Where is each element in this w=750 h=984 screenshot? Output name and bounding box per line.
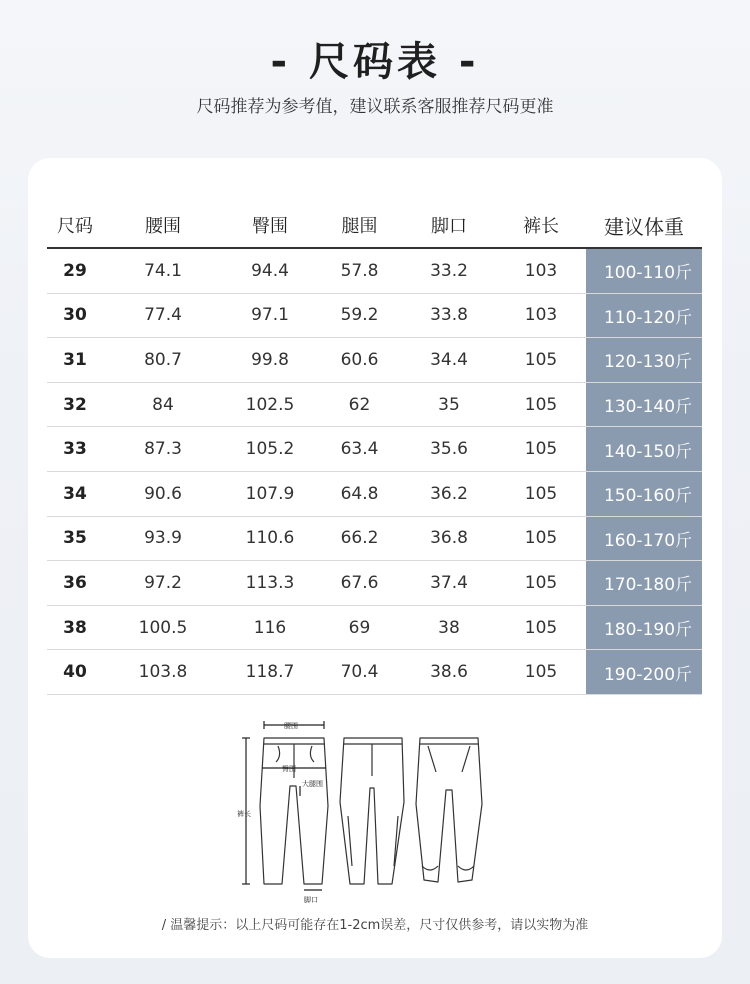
cell-length: 105 [524, 617, 558, 638]
cell-size: 40 [63, 662, 87, 683]
cell-waist: 87.3 [144, 439, 182, 460]
cell-waist: 74.1 [144, 260, 182, 281]
header-waist: 腰围 [145, 216, 181, 237]
cell-hem: 36.2 [430, 483, 468, 504]
cell-thigh: 59.2 [340, 305, 379, 326]
table-row [47, 338, 702, 383]
cell-hem: 38.6 [430, 662, 468, 683]
cell-hem: 33.2 [430, 260, 468, 281]
cell-length: 105 [524, 439, 558, 460]
label-length: 裤长 [237, 810, 251, 818]
cell-thigh: 62 [348, 394, 371, 415]
table-header [47, 203, 702, 249]
header-length: 裤长 [523, 216, 559, 237]
header-thigh: 腿围 [341, 216, 378, 237]
cell-hem: 37.4 [430, 572, 468, 593]
cell-size: 29 [63, 260, 87, 281]
cell-weight: 110-120斤 [586, 294, 702, 338]
cell-size: 32 [63, 394, 87, 415]
cell-size: 30 [63, 305, 87, 326]
cell-waist: 103.8 [138, 662, 188, 683]
header-hem: 脚口 [431, 216, 467, 237]
table-row [47, 517, 702, 562]
pants-front-diagram [260, 738, 328, 884]
cell-thigh: 70.4 [340, 662, 379, 683]
table-row [47, 249, 702, 294]
cell-weight: 160-170斤 [586, 517, 702, 561]
cell-size: 31 [63, 349, 87, 370]
cell-hem: 34.4 [430, 349, 468, 370]
page-title: - 尺码表 - [270, 39, 480, 85]
cell-length: 105 [524, 349, 558, 370]
cell-size: 34 [63, 483, 87, 504]
cell-length: 105 [524, 528, 558, 549]
cell-waist: 93.9 [144, 528, 182, 549]
cell-thigh: 69 [348, 617, 371, 638]
cell-hip: 113.3 [245, 572, 295, 593]
cell-weight: 170-180斤 [586, 561, 702, 605]
cell-hip: 94.4 [251, 260, 289, 281]
table-row [47, 383, 702, 428]
cell-hip: 97.1 [251, 305, 289, 326]
header-hip: 臀围 [252, 216, 288, 237]
cell-hip: 110.6 [245, 528, 295, 549]
cell-thigh: 64.8 [340, 483, 379, 504]
cell-thigh: 66.2 [340, 528, 379, 549]
cell-waist: 77.4 [144, 305, 182, 326]
cell-waist: 80.7 [144, 349, 182, 370]
page-subtitle: 尺码推荐为参考值，建议联系客服推荐尺码更准 [196, 97, 554, 117]
table-row [47, 427, 702, 472]
cell-hip: 116 [253, 617, 287, 638]
table-row [47, 650, 702, 695]
cell-length: 105 [524, 394, 558, 415]
cell-length: 105 [524, 483, 558, 504]
cell-thigh: 57.8 [340, 260, 379, 281]
cell-thigh: 60.6 [340, 349, 379, 370]
cell-waist: 97.2 [144, 572, 182, 593]
cell-weight: 150-160斤 [586, 472, 702, 516]
cell-hem: 35 [438, 394, 460, 415]
pants-back-diagram [416, 738, 482, 882]
cell-size: 38 [63, 617, 87, 638]
cell-hem: 38 [438, 617, 460, 638]
cell-weight: 130-140斤 [586, 383, 702, 427]
cell-thigh: 63.4 [340, 439, 379, 460]
cell-length: 105 [524, 662, 558, 683]
cell-hem: 33.8 [430, 305, 468, 326]
table-row [47, 472, 702, 517]
cell-hem: 36.8 [430, 528, 468, 549]
pants-side-diagram [340, 738, 404, 884]
table-body [47, 249, 702, 695]
cell-hem: 35.6 [430, 439, 468, 460]
cell-hip: 99.8 [251, 349, 289, 370]
cell-hip: 107.9 [245, 483, 295, 504]
label-waist: 腰围 [284, 722, 298, 730]
cell-weight: 180-190斤 [586, 606, 702, 650]
cell-size: 36 [63, 572, 87, 593]
cell-weight: 100-110斤 [586, 249, 702, 293]
cell-waist: 100.5 [138, 617, 188, 638]
table-row [47, 606, 702, 651]
cell-length: 103 [524, 260, 558, 281]
cell-hip: 102.5 [245, 394, 295, 415]
cell-size: 35 [63, 528, 87, 549]
header-size: 尺码 [57, 216, 93, 237]
header-weight: 建议体重 [604, 214, 684, 239]
cell-size: 33 [63, 439, 87, 460]
table-row [47, 294, 702, 339]
disclaimer-note: / 温馨提示：以上尺码可能存在1-2cm误差，尺寸仅供参考，请以实物为准 [161, 918, 589, 933]
cell-weight: 190-200斤 [586, 650, 702, 694]
cell-weight: 140-150斤 [586, 427, 702, 471]
pants-measurement-diagram [232, 716, 522, 906]
cell-length: 105 [524, 572, 558, 593]
label-thigh: 大腿围 [302, 780, 323, 788]
cell-thigh: 67.6 [340, 572, 379, 593]
cell-hip: 105.2 [245, 439, 295, 460]
label-hip: 臀围 [282, 765, 296, 773]
cell-hip: 118.7 [245, 662, 295, 683]
label-hem: 脚口 [304, 896, 318, 904]
size-table [47, 203, 702, 695]
cell-waist: 84 [152, 394, 174, 415]
cell-waist: 90.6 [144, 483, 182, 504]
table-row [47, 561, 702, 606]
cell-length: 103 [524, 305, 558, 326]
cell-weight: 120-130斤 [586, 338, 702, 382]
